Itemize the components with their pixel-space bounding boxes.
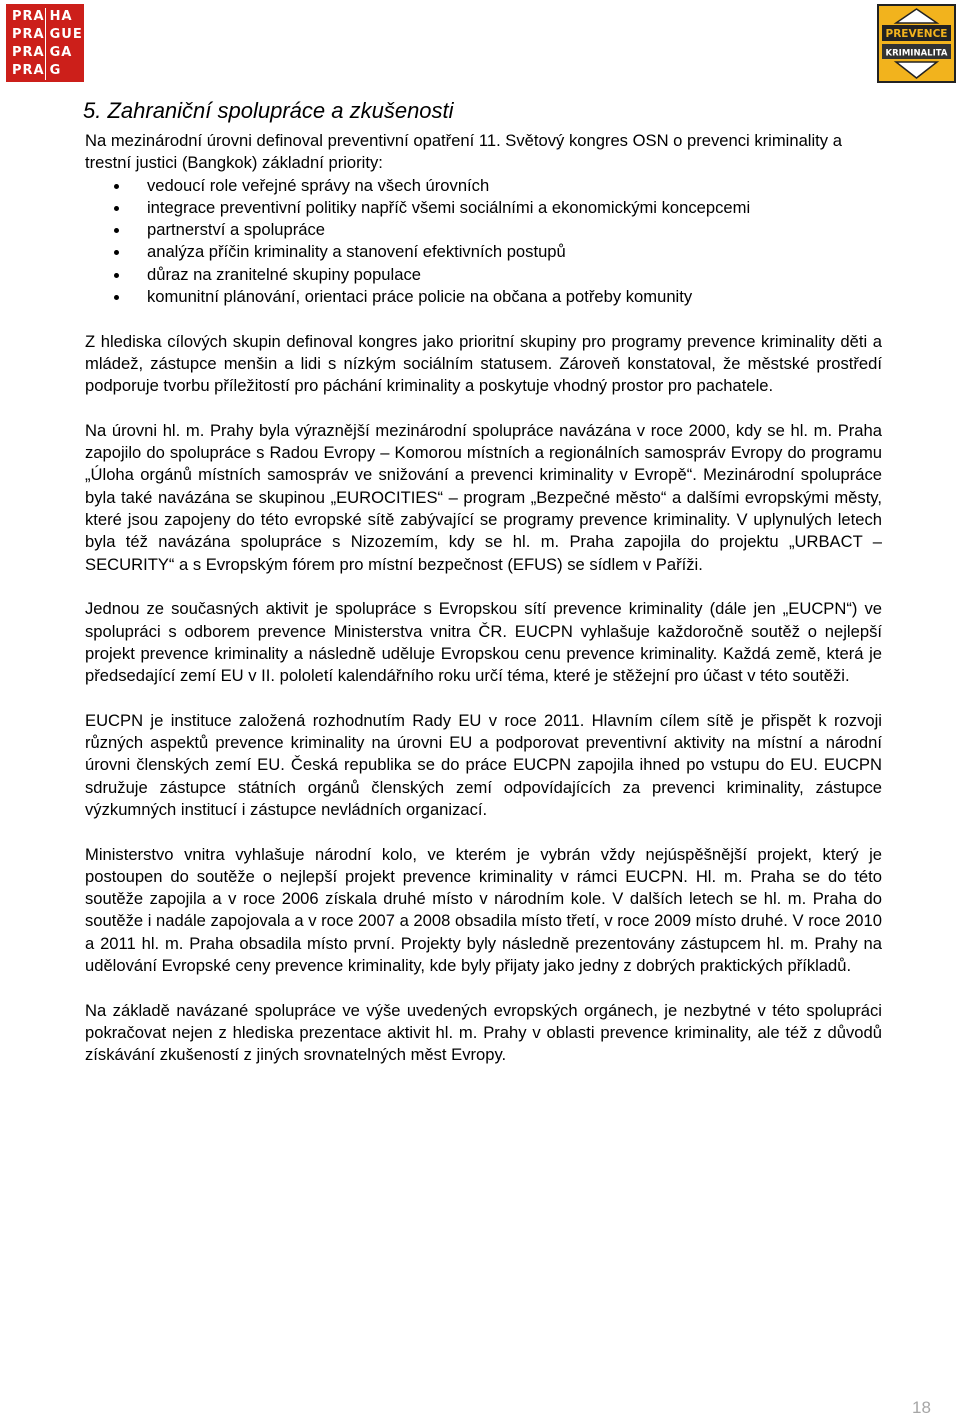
list-item xyxy=(85,264,882,286)
list-item-text: komunitní plánování, orientaci práce policie na občana a potřeby komunity xyxy=(147,287,693,307)
prevence-kriminality-logo xyxy=(877,4,956,83)
praha-logo-text: PRA xyxy=(12,45,45,60)
praha-logo-text: PRA xyxy=(12,63,45,78)
list-item xyxy=(85,197,882,219)
paragraph-gap xyxy=(85,398,882,420)
praha-logo-text: GUE xyxy=(45,26,83,44)
priorities-list xyxy=(85,175,882,309)
bullet-icon xyxy=(114,273,119,278)
praha-logo-text: PRA xyxy=(12,9,45,24)
paragraph-gap xyxy=(85,977,882,999)
praha-logo-text: G xyxy=(45,62,83,80)
section-heading: 5. Zahraniční spolupráce a zkušenosti xyxy=(83,98,454,123)
praha-logo xyxy=(6,4,84,82)
body-paragraph: Z hlediska cílových skupin definoval kongres jako prioritní skupiny pro programy prevence kriminality děti a mládež, zástupce menšin a lidi s nízkým sociálním statusem. Zároveň konstatoval, že městské prostředí podporuje tvorbu příležitostí pro páchání kriminality a poskytuje vhodný prostor pro pachatele. xyxy=(85,331,882,396)
list-item xyxy=(85,241,882,263)
praha-logo-text: HA xyxy=(45,8,83,26)
list-item xyxy=(85,219,882,241)
praha-logo-text: PRA xyxy=(12,27,45,42)
list-item xyxy=(85,286,882,308)
body-paragraph: Na úrovni hl. m. Prahy byla výraznější mezinárodní spolupráce navázána v roce 2000, kdy se hl. m. Praha zapojilo do spolupráce s Radou Evropy – Komorou místních a regionálních samospráv Evropy do programu „Úloha orgánů místních samospráv ve snižování a prevenci kriminality v Evropě“. Mezinárodní spolupráce byla také navázána se skupinou „EUROCITIES“ – program „Bezpečné město“ a dalšími evropskými městy, které jsou zapojeny do této evropské sítě zabývající se programy prevence kriminality. V uplynulých letech byla též navázána spolupráce s Nizozemím, kdy se hl. m. Praha zapojila do projektu „URBACT – SECURITY“ a s Evropským fórem pro místní bezpečnost (EFUS) se sídlem v Paříži. xyxy=(85,420,882,574)
bullet-icon xyxy=(114,228,119,233)
paragraph-gap xyxy=(85,821,882,843)
bullet-icon xyxy=(114,184,119,189)
body-paragraph: EUCPN je instituce založená rozhodnutím Rady EU v roce 2011. Hlavním cílem sítě je přispět k rozvoji různých aspektů prevence kriminality na úrovni EU a podporovat preventivní aktivity na místní a národní úrovni členských zemí EU. Česká republika se do práce EUCPN zapojila ihned po vstupu do EU. EUCPN sdružuje zástupce státních orgánů členských zemí odpovídajících za prevenci kriminality, zástupce výzkumných institucí i zástupce nevládních organizací. xyxy=(85,710,882,819)
body-paragraph: Jednou ze současných aktivit je spolupráce s Evropskou sítí prevence kriminality (dále jen „EUCPN“) ve spolupráci s odborem prevence Ministerstva vnitra ČR. EUCPN vyhlašuje každoročně soutěž o nejlepší projekt prevence kriminality a následně uděluje Evropskou cenu prevence kriminality. Každá země, která je předsedající zemí EU v II. pololetí kalendářního roku určí téma, které je stěžejní pro účast v této soutěži. xyxy=(85,599,882,686)
prevence-word: PREVENCE xyxy=(885,28,948,40)
intro-paragraph: Na mezinárodní úrovni definoval preventivní opatření 11. Světový kongres OSN o prevenci kriminality a trestní justici (Bangkok) základní priority: xyxy=(85,131,842,173)
bullet-icon xyxy=(114,295,119,300)
praha-logo-text: GA xyxy=(45,44,83,62)
list-item-text: integrace preventivní politiky napříč všemi sociálními a ekonomickými koncepcemi xyxy=(147,197,751,217)
bullet-icon xyxy=(114,250,119,255)
body-paragraph: Na základě navázané spolupráce ve výše uvedených evropských orgánech, je nezbytné v této spolupráci pokračovat nejen z hlediska prezentace aktivit hl. m. Prahy v oblasti prevence kriminality, ale též z důvodů získávání zkušeností z jiných srovnatelných měst Evropy. xyxy=(85,1000,882,1065)
list-item-text: partnerství a spolupráce xyxy=(147,220,326,240)
page-number: 18 xyxy=(912,1398,931,1417)
list-item-text: důraz na zranitelné skupiny populace xyxy=(147,264,421,284)
page-content xyxy=(85,96,882,1066)
bullet-icon xyxy=(114,206,119,211)
paragraph-gap xyxy=(85,576,882,598)
list-item-text: vedoucí role veřejné správy na všech úrovních xyxy=(147,175,490,195)
paragraph-gap xyxy=(85,687,882,709)
kriminalita-word: KRIMINALITA xyxy=(885,48,948,59)
body-paragraph: Ministerstvo vnitra vyhlašuje národní kolo, ve kterém je vybrán vždy nejúspěšnější projekt, který je postoupen do soutěže o nejlepší projekt prevence kriminality v rámci EUCPN. Hl. m. Praha se do této soutěže zapojila a v roce 2006 získala druhé místo v národním kole. V dalších letech se hl. m. Praha do soutěže i nadále zapojovala a v roce 2007 a 2008 obsadila místo třetí, v roce 2009 místo druhé. V roce 2010 a 2011 hl. m. Praha obsadila místo první. Projekty byly následně prezentovány zástupcem hl. m. Prahy na udělování Evropské ceny prevence kriminality, kde byly přijaty jako jedny z dobrých praktických příkladů. xyxy=(85,844,882,975)
paragraph-gap xyxy=(85,308,882,330)
list-item xyxy=(85,175,882,197)
list-item-text: analýza příčin kriminality a stanovení efektivních postupů xyxy=(147,242,566,262)
arrow-sign-icon xyxy=(879,6,954,81)
